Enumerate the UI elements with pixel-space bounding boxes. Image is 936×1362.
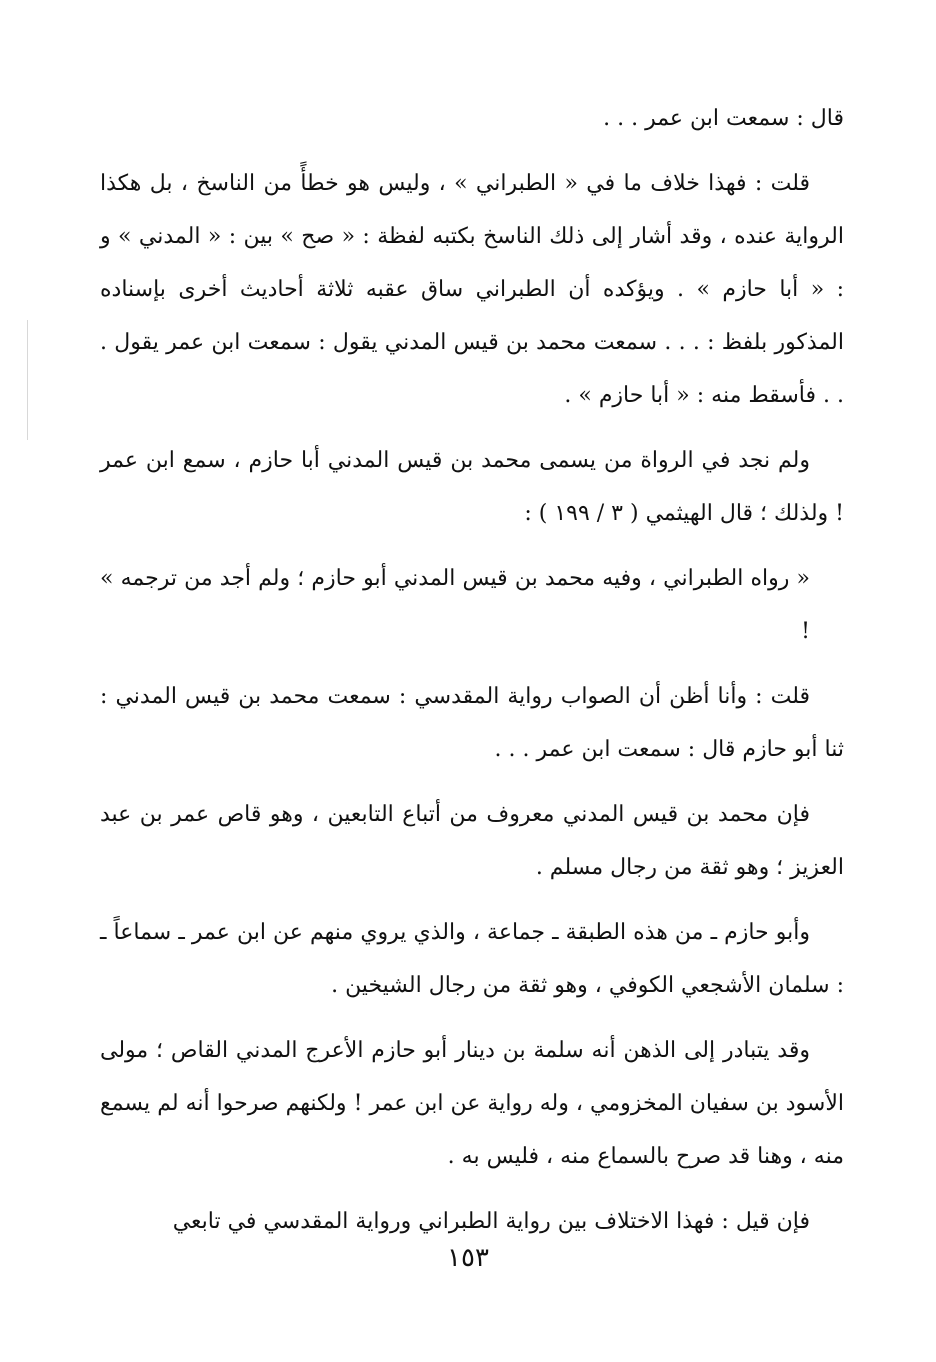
paragraph-1: قال : سمعت ابن عمر . . . [603,106,844,131]
page-edge-shadow [27,320,28,440]
paragraph-7: وأبو حازم ـ من هذه الطبقة ـ جماعة ، والذي يروي منهم عن ابن عمر ـ سماعاً ـ : سلمان الأشجعي الكوفي ، وهو ثقة من رجال الشيخين . [100,920,844,998]
paragraph-5: قلت : وأنا أظن أن الصواب رواية المقدسي : سمعت محمد بن قيس المدني : ثنا أبو حازم قال : سمعت ابن عمر . . . [100,684,844,762]
page-body [100,92,844,1248]
quotation-paragraph: « رواه الطبراني ، وفيه محمد بن قيس المدني أبو حازم ؛ ولم أجد من ترجمه » ! [100,566,810,644]
paragraph-8: وقد يتبادر إلى الذهن أنه سلمة بن دينار أبو حازم الأعرج المدني القاص ؛ مولى الأسود بن سفيان المخزومي ، وله رواية عن ابن عمر ! ولكنهم صرحوا أنه لم يسمع منه ، وهنا قد صرح بالسماع منه ، فليس به . [100,1038,844,1169]
paragraph-2: قلت : فهذا خلاف ما في « الطبراني » ، وليس هو خطأً من الناسخ ، بل هكذا الرواية عنده ، وقد أشار إلى ذلك الناسخ بكتبه لفظة : « صح » بين : « المدني » و : « أبا حازم » . ويؤكده أن الطبراني ساق عقبه ثلاثة أحاديث أخرى بإسناده المذكور بلفظ : . . . سمعت محمد بن قيس المدني يقول : سمعت ابن عمر يقول . . . فأسقط منه : « أبا حازم » . [100,171,844,408]
paragraph-9: فإن قيل : فهذا الاختلاف بين رواية الطبراني ورواية المقدسي في تابعي [172,1209,810,1234]
paragraph-6: فإن محمد بن قيس المدني معروف من أتباع التابعين ، وهو قاص عمر بن عبد العزيز ؛ وهو ثقة من رجال مسلم . [100,802,844,880]
page-number: ١٥٣ [447,1243,489,1273]
paragraph-3: ولم نجد في الرواة من يسمى محمد بن قيس المدني أبا حازم ، سمع ابن عمر ! ولذلك ؛ قال الهيثمي ( ٣ / ١٩٩ ) : [100,448,844,526]
